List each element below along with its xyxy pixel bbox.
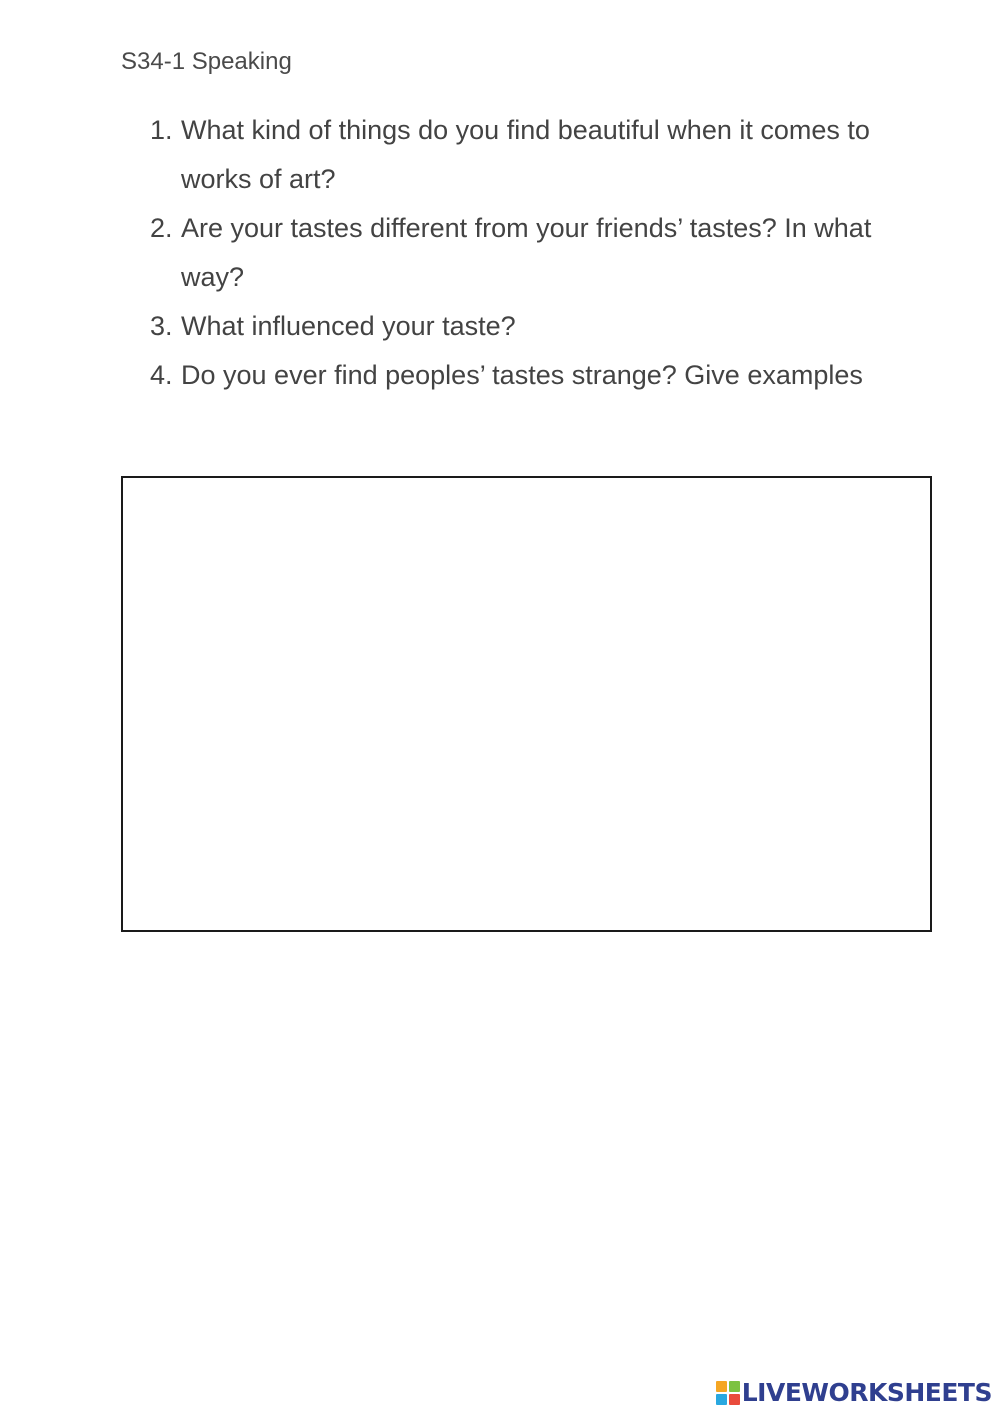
question-text: Do you ever find peoples’ tastes strange? Give examples	[181, 360, 863, 390]
logo-tile	[729, 1381, 740, 1392]
logo-tile	[716, 1394, 727, 1405]
logo-tile	[716, 1381, 727, 1392]
question-item	[150, 351, 930, 400]
brand-name: LIVEWORKSHEETS	[741, 1378, 992, 1407]
question-number: 1.	[150, 115, 173, 145]
answer-box[interactable]	[121, 476, 932, 932]
question-list	[150, 106, 930, 400]
liveworksheets-logo-icon	[716, 1381, 740, 1405]
question-text: Are your tastes different from your friends’ tastes? In what way?	[181, 213, 872, 292]
question-text: What influenced your taste?	[181, 311, 516, 341]
page-title: S34-1 Speaking	[121, 48, 292, 75]
question-number: 4.	[150, 360, 173, 390]
question-item	[150, 204, 930, 302]
logo-tile	[729, 1394, 740, 1405]
question-number: 3.	[150, 311, 173, 341]
question-item	[150, 106, 930, 204]
question-text: What kind of things do you find beautiful when it comes to works of art?	[181, 115, 870, 194]
question-item	[150, 302, 930, 351]
brand-footer	[716, 1380, 992, 1406]
question-number: 2.	[150, 213, 173, 243]
